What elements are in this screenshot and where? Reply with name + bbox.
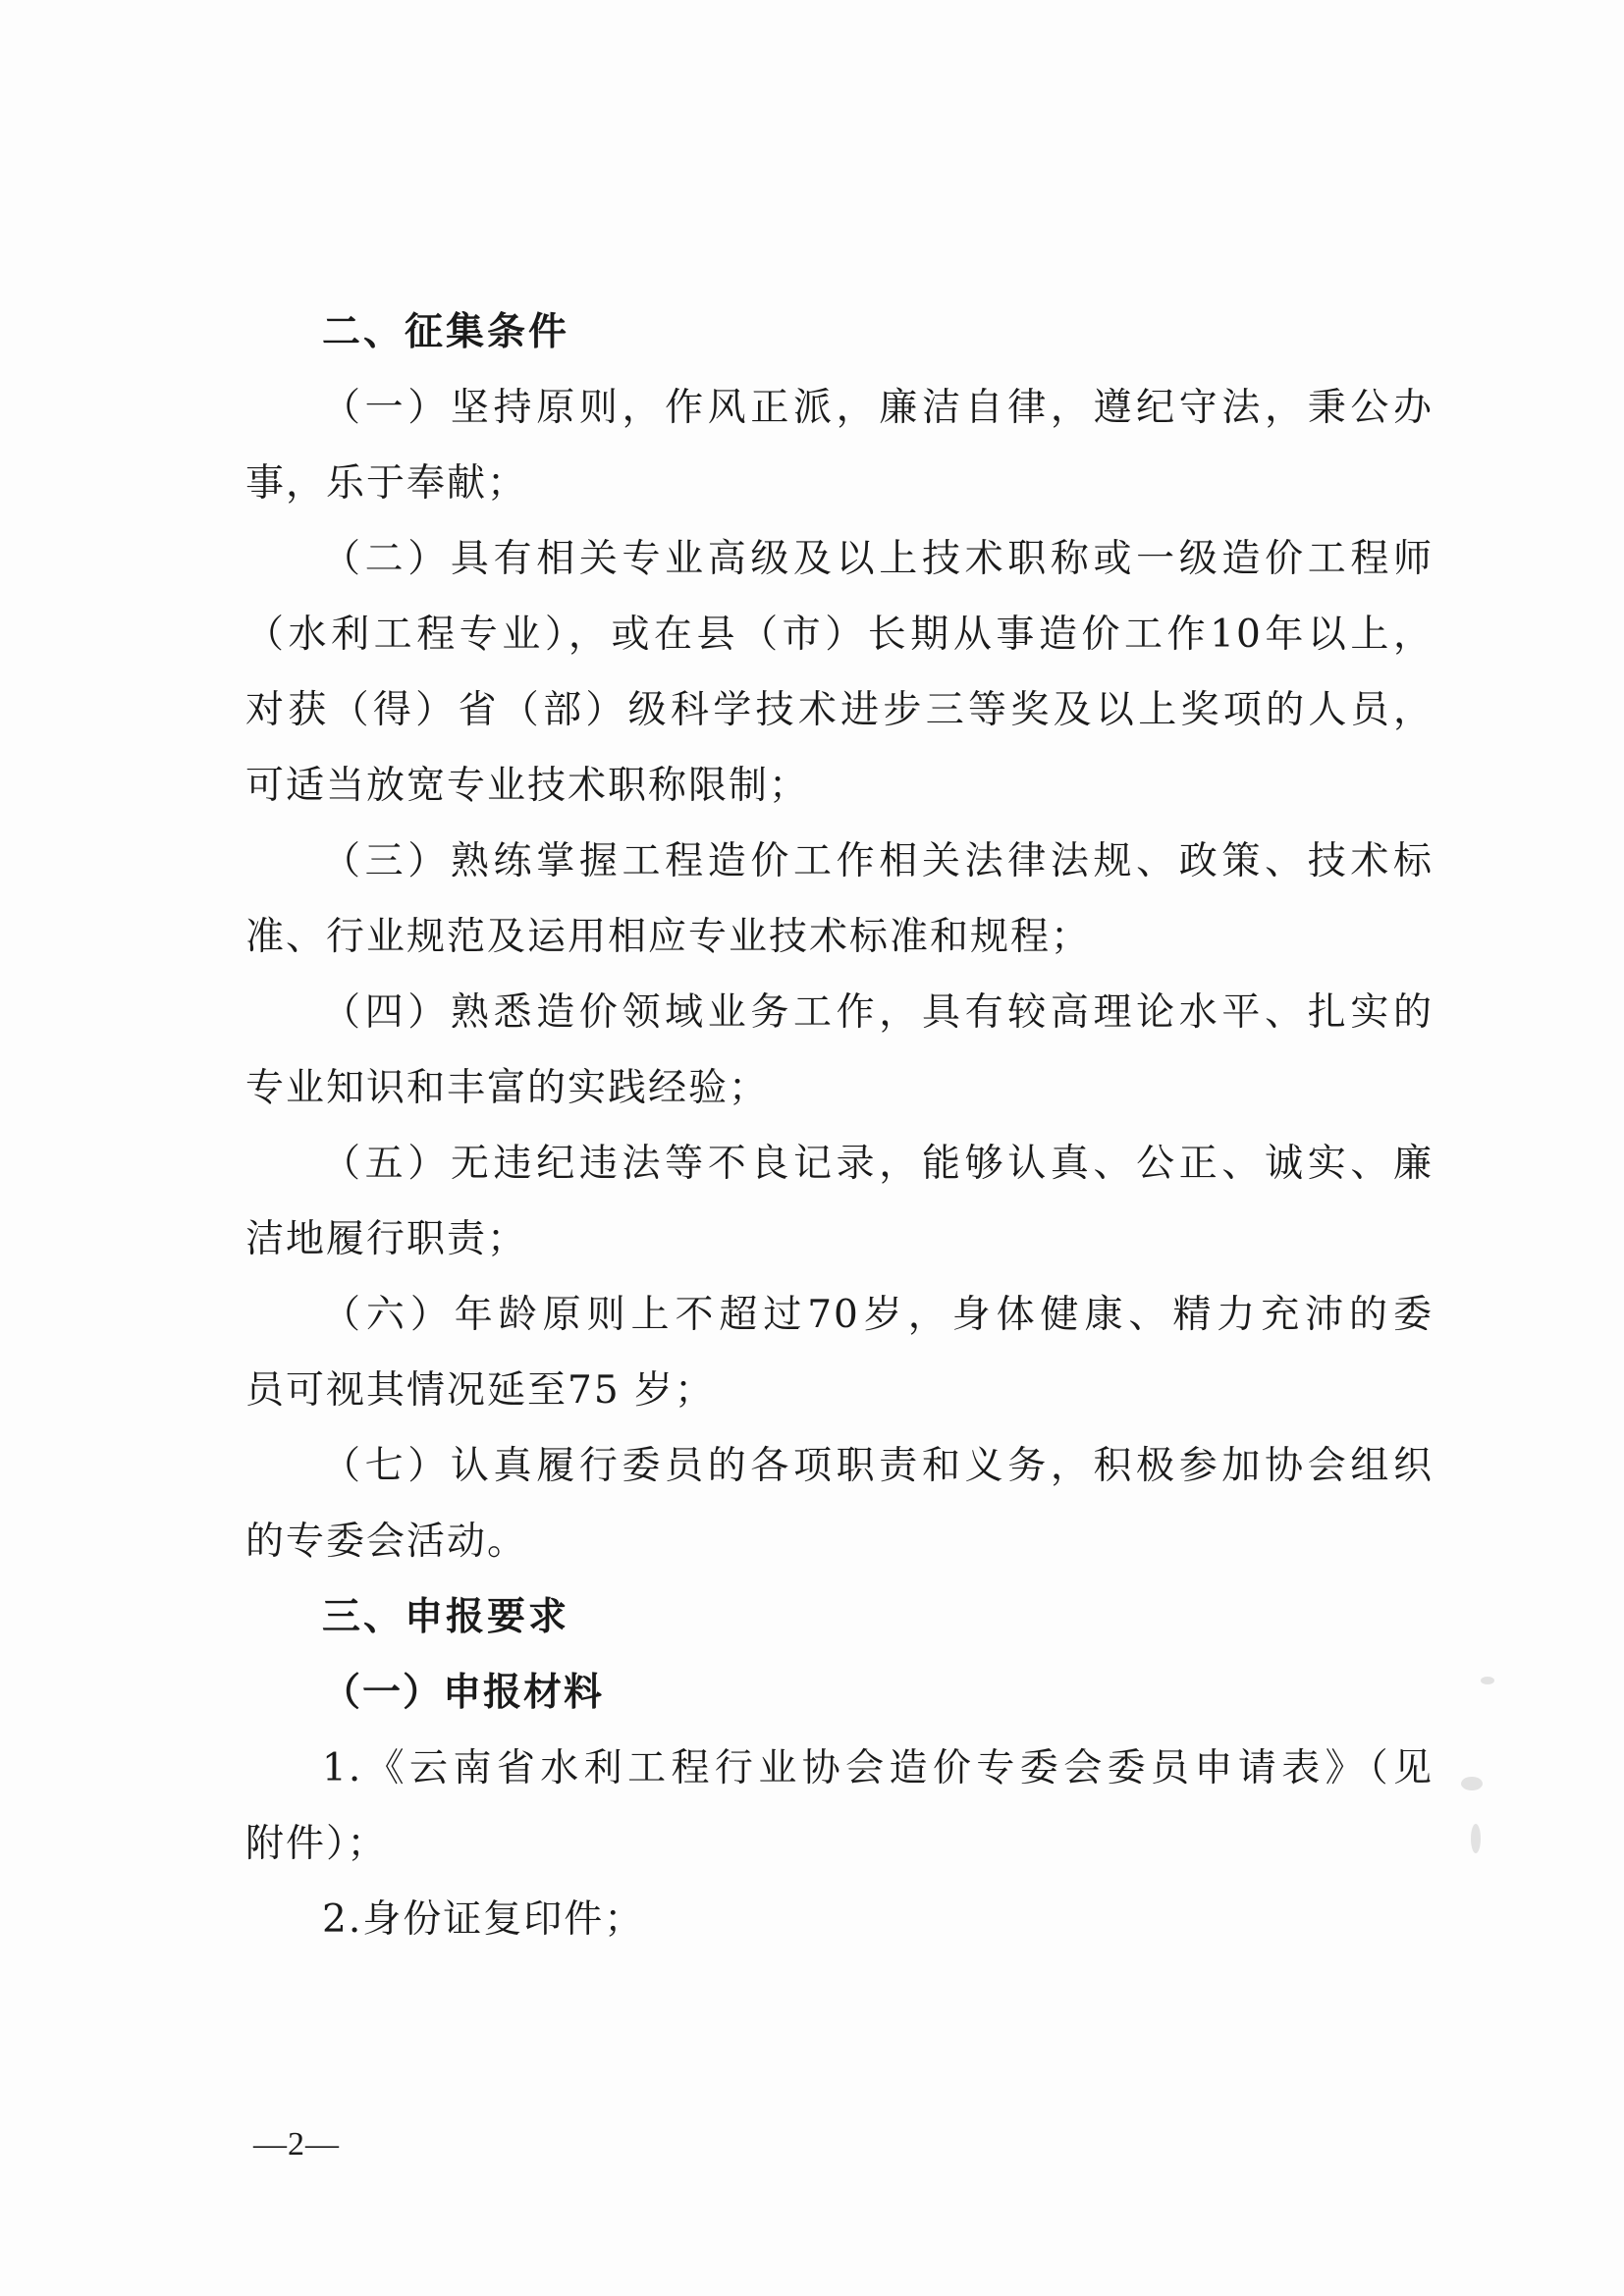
paragraph-line: 事，乐于奉献；	[245, 461, 528, 506]
paragraph-line: （水利工程专业），或在县（市）长期从事造价工作10年以上，	[245, 613, 1434, 657]
list-item	[245, 1731, 1434, 1882]
list-item	[245, 824, 1434, 975]
paragraph-line: 准、行业规范及运用相应专业技术标准和规程；	[245, 915, 1092, 959]
paragraph-line: 2.身份证复印件；	[322, 1897, 645, 1942]
page-number: —2—	[253, 2126, 340, 2163]
paragraph-line: （一）坚持原则，作风正派，廉洁自律，遵纪守法，秉公办	[322, 386, 1434, 430]
paragraph-line: 的专委会活动。	[245, 1520, 528, 1564]
paragraph-line: （五）无违纪违法等不良记录，能够认真、公正、诚实、廉	[322, 1142, 1434, 1186]
paragraph-line: （六）年龄原则上不超过70岁，身体健康、精力充沛的委	[322, 1293, 1434, 1337]
scan-speck	[1481, 1677, 1494, 1684]
document-body	[245, 294, 1434, 1957]
paragraph-line: （三）熟练掌握工程造价工作相关法律法规、政策、技术标	[322, 839, 1434, 883]
paragraph-line: 附件）；	[245, 1822, 388, 1866]
list-item	[245, 370, 1434, 521]
list-item	[245, 1882, 1434, 1957]
paragraph-line: （二）具有相关专业高级及以上技术职称或一级造价工程师	[322, 537, 1434, 581]
list-item	[245, 1428, 1434, 1579]
section-heading: 三、申报要求	[322, 1595, 570, 1639]
paragraph-line: 对获（得）省（部）级科学技术进步三等奖及以上奖项的人员，	[245, 688, 1434, 732]
list-item	[245, 1126, 1434, 1277]
paragraph-line: （七）认真履行委员的各项职责和义务，积极参加协会组织	[322, 1444, 1434, 1488]
list-item	[245, 1277, 1434, 1428]
scan-speck	[1471, 1824, 1481, 1853]
paragraph-line: 员可视其情况延至75 岁；	[245, 1368, 716, 1413]
list-item	[245, 521, 1434, 824]
paragraph-line: 1.《云南省水利工程行业协会造价专委会委员申请表》（见	[322, 1746, 1434, 1790]
paragraph-line: 洁地履行职责；	[245, 1217, 528, 1261]
section-heading: 二、征集条件	[322, 310, 570, 354]
paragraph-line: （四）熟悉造价领域业务工作，具有较高理论水平、扎实的	[322, 990, 1434, 1035]
list-item	[245, 975, 1434, 1126]
scan-speck	[1461, 1777, 1483, 1790]
paragraph-line: 可适当放宽专业技术职称限制；	[245, 764, 810, 808]
paragraph-line: 专业知识和丰富的实践经验；	[245, 1066, 770, 1110]
section-subheading: （一）申报材料	[322, 1671, 605, 1715]
